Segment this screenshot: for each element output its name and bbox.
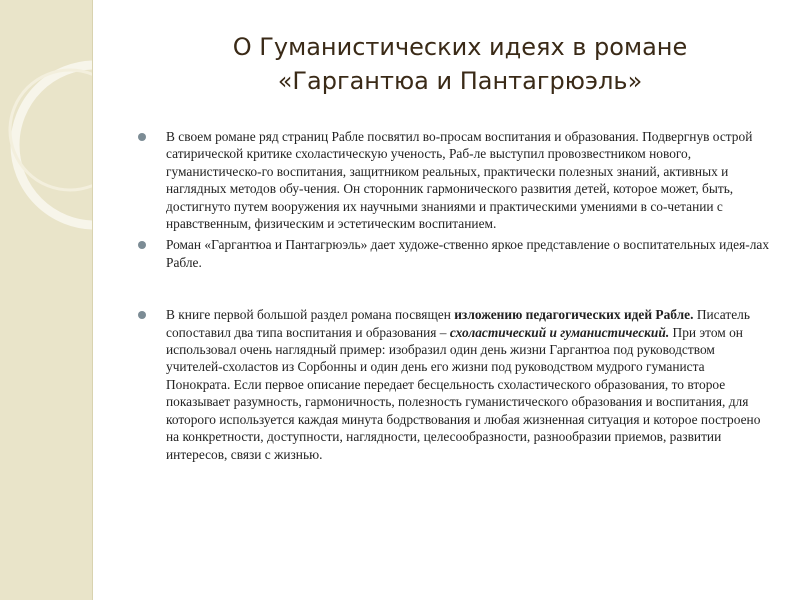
bullet-item-2 <box>130 236 770 271</box>
bullet-dot-icon <box>138 241 146 249</box>
bullet-text-3-part3: При этом он использовал очень наглядный пример: изобразил один день жизни Гаргантюа под руководством учителей-схоластов из Сорбонны и один день его жизни под руководством мудрого гуманиста Понократа. Если первое описание передает бесцельность схоластического образования, то второе показывает разумность, гармоничность, полезность гуманистического образования и воспитания, для которого используется каждая минута бодрствования и любая жизненная ситуация и которое построено на конкретности, доступности, наглядности, целесообразности, разнообразии приемов, развитии интересов, связи с жизнью. <box>166 324 761 462</box>
bullet-list <box>130 128 770 463</box>
title-line-1: О Гуманистических идеях в романе <box>232 33 688 61</box>
title-line-2: «Гаргантюа и Пантагрюэль» <box>277 67 643 95</box>
bullet-item-1 <box>130 128 770 232</box>
bullet-text-3-bold: изложению педагогических идей Рабле. <box>454 307 694 323</box>
bullet-item-3 <box>130 306 770 463</box>
bullet-dot-icon <box>138 311 146 319</box>
bullet-text-2: Роман «Гаргантюа и Пантагрюэль» дает художе-ственно яркое представление о воспитательных идея-лах Рабле. <box>166 237 770 270</box>
decorative-sidebar <box>0 0 92 600</box>
decorative-rings-icon <box>0 0 92 600</box>
bullet-dot-icon <box>138 133 146 141</box>
sidebar-divider <box>92 0 93 600</box>
bullet-text-1: В своем романе ряд страниц Рабле посвятил во-просам воспитания и образования. Подвергнув острой сатирической критике схоластическую ученость, Раб-ле выступил провозвестником нового, гуманистическо-го воспитания, защитником реальных, практически полезных знаний, активных и наглядных методов обу-чения. Он сторонник гармонического развития детей, которое может, быть, достигнуто путем вооружения их научными знаниями и практическими умениями в со-четании с нравственным, физическим и эстетическим воспитанием. <box>166 129 753 232</box>
bullet-text-3-bold-italic: схоластический и гуманистический. <box>449 324 670 340</box>
slide-title <box>120 30 800 98</box>
bullet-text-3-part2: Писатель сопоставил два типа воспитания и образования – <box>166 307 750 340</box>
bullet-text-3-part1: В книге первой большой раздел романа посвящен <box>166 307 455 323</box>
